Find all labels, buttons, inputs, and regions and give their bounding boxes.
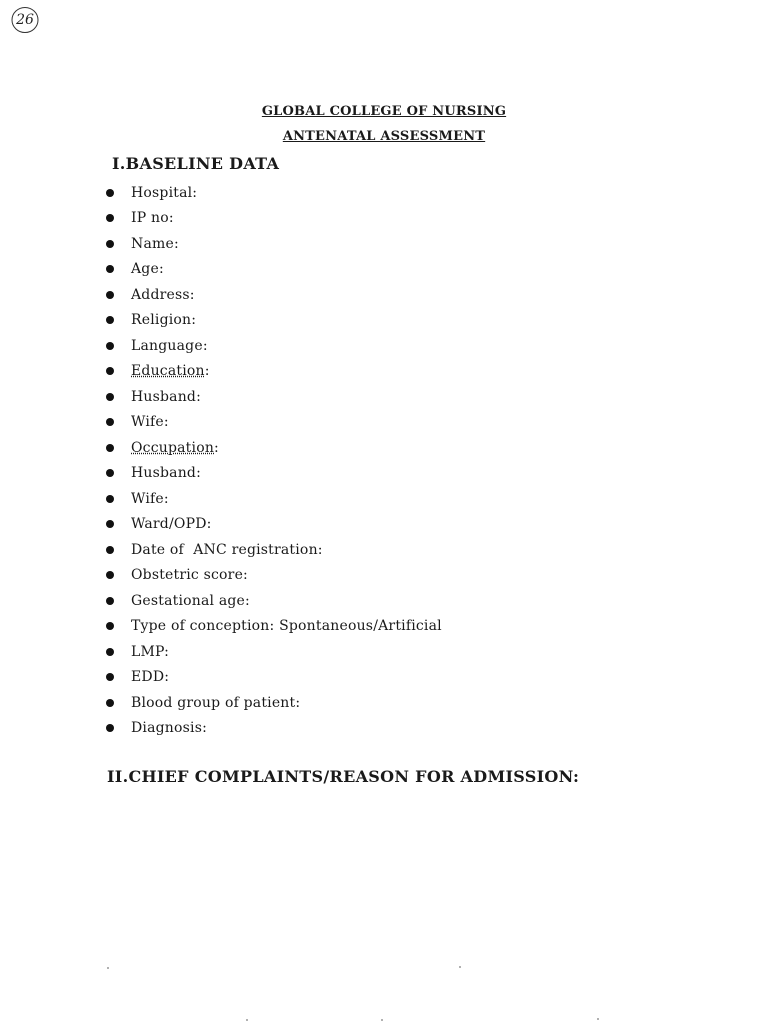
field-label: Gestational age: bbox=[131, 592, 250, 609]
field-ip-no bbox=[104, 206, 442, 232]
field-obstetric-score bbox=[104, 563, 442, 589]
field-religion bbox=[104, 308, 442, 334]
field-label: EDD: bbox=[131, 669, 170, 686]
bullet-icon bbox=[106, 291, 114, 299]
scan-speck bbox=[597, 1018, 599, 1020]
field-anc-registration-date bbox=[104, 537, 442, 563]
bullet-icon bbox=[106, 316, 114, 324]
bullet-icon bbox=[106, 265, 114, 273]
field-gestational-age bbox=[104, 588, 442, 614]
bullet-icon bbox=[106, 393, 114, 401]
field-name bbox=[104, 231, 442, 257]
field-label: Blood group of patient: bbox=[131, 694, 301, 711]
field-blood-group bbox=[104, 690, 442, 716]
bullet-icon bbox=[106, 673, 114, 681]
bullet-icon bbox=[106, 724, 114, 732]
bullet-icon bbox=[106, 444, 114, 452]
field-label: Religion: bbox=[131, 312, 197, 329]
scan-speck bbox=[381, 1019, 383, 1021]
bullet-icon bbox=[106, 418, 114, 426]
field-label: Wife: bbox=[131, 490, 169, 507]
bullet-icon bbox=[106, 240, 114, 248]
field-label: Name: bbox=[131, 235, 179, 252]
field-label: Ward/OPD: bbox=[131, 516, 212, 533]
bullet-icon bbox=[106, 546, 114, 554]
field-label: Husband: bbox=[131, 388, 202, 405]
scan-speck bbox=[246, 1019, 248, 1021]
field-ward-opd bbox=[104, 512, 442, 538]
field-edd bbox=[104, 665, 442, 691]
field-education-wife bbox=[104, 410, 442, 436]
scan-speck bbox=[107, 967, 109, 969]
field-label: Address: bbox=[131, 286, 195, 303]
field-label: Diagnosis: bbox=[131, 720, 208, 737]
baseline-field-list bbox=[104, 180, 442, 741]
field-age bbox=[104, 257, 442, 283]
bullet-icon bbox=[106, 367, 114, 375]
college-name: GLOBAL COLLEGE OF NURSING bbox=[261, 104, 507, 119]
bullet-icon bbox=[106, 597, 114, 605]
field-label: Type of conception: Spontaneous/Artificial bbox=[131, 618, 442, 635]
field-label: Hospital: bbox=[131, 184, 198, 201]
chief-complaints-heading: II.CHIEF COMPLAINTS/REASON FOR ADMISSION: bbox=[107, 767, 580, 786]
field-label: Language: bbox=[131, 337, 208, 354]
bullet-icon bbox=[106, 520, 114, 528]
field-hospital bbox=[104, 180, 442, 206]
field-occupation-husband bbox=[104, 461, 442, 487]
bullet-icon bbox=[106, 189, 114, 197]
bullet-icon bbox=[106, 469, 114, 477]
field-type-of-conception bbox=[104, 614, 442, 640]
field-occupation bbox=[104, 435, 442, 461]
field-education bbox=[104, 359, 442, 385]
field-label: Age: bbox=[131, 261, 164, 278]
page-number: 26 bbox=[16, 12, 34, 28]
field-label: Education bbox=[131, 363, 205, 380]
bullet-icon bbox=[106, 648, 114, 656]
bullet-icon bbox=[106, 699, 114, 707]
bullet-icon bbox=[106, 342, 114, 350]
field-label: Occupation bbox=[131, 439, 215, 456]
baseline-data-heading: I.BASELINE DATA bbox=[112, 154, 280, 173]
field-label: Wife: bbox=[131, 414, 169, 431]
bullet-icon bbox=[106, 214, 114, 222]
field-label-suffix: : bbox=[214, 439, 219, 456]
form-title: ANTENATAL ASSESSMENT bbox=[282, 129, 486, 144]
field-occupation-wife bbox=[104, 486, 442, 512]
bullet-icon bbox=[106, 571, 114, 579]
field-label: IP no: bbox=[131, 210, 174, 227]
field-language bbox=[104, 333, 442, 359]
field-label: Obstetric score: bbox=[131, 567, 248, 584]
field-label: Husband: bbox=[131, 465, 202, 482]
scan-speck bbox=[459, 966, 461, 968]
bullet-icon bbox=[106, 495, 114, 503]
bullet-icon bbox=[106, 622, 114, 630]
field-address bbox=[104, 282, 442, 308]
field-label: Date of ANC registration: bbox=[131, 541, 323, 558]
page-number-stamp bbox=[10, 5, 40, 35]
field-label-suffix: : bbox=[204, 363, 210, 380]
field-education-husband bbox=[104, 384, 442, 410]
field-label: LMP: bbox=[131, 643, 170, 660]
field-lmp bbox=[104, 639, 442, 665]
field-diagnosis bbox=[104, 716, 442, 742]
